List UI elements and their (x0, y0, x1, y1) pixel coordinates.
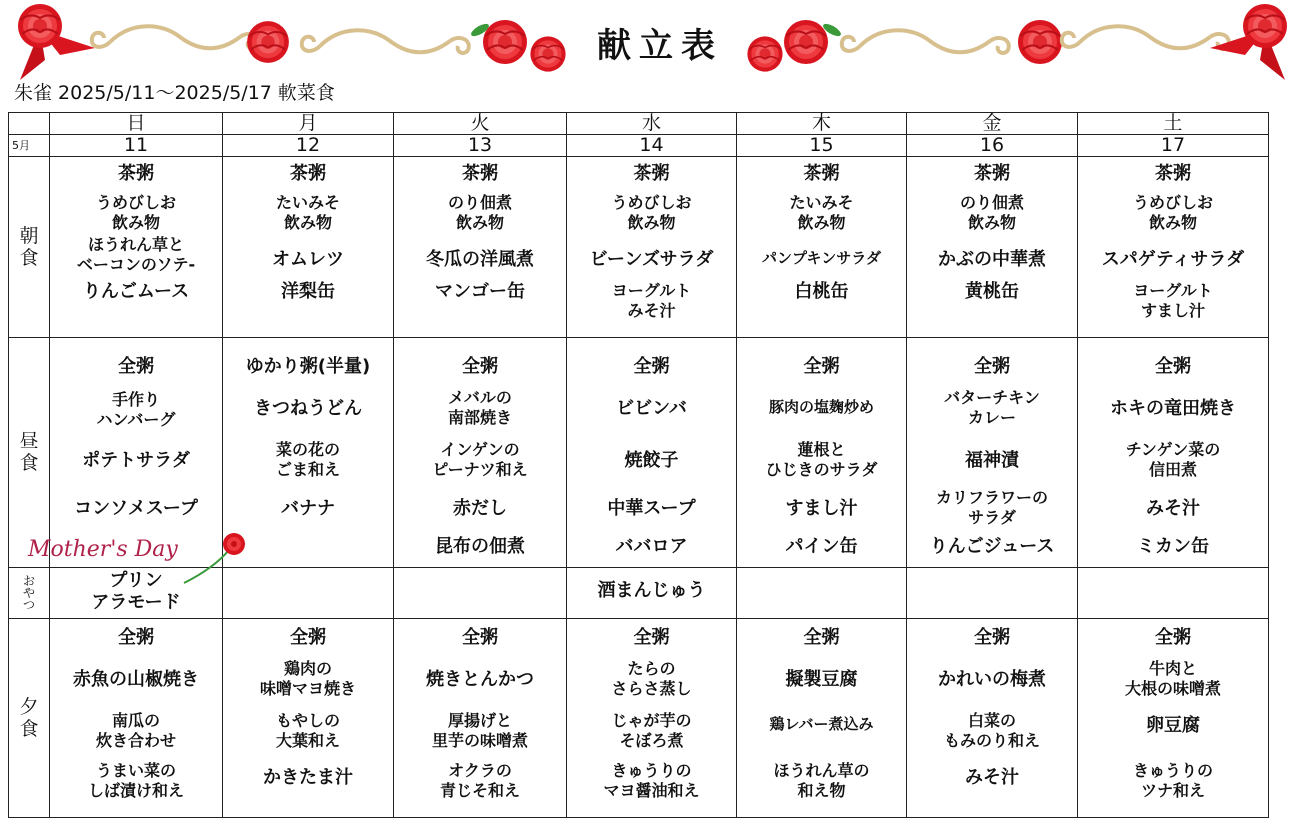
breakfast-menu-item: 茶粥 (118, 163, 154, 185)
dinner-menu-item: 焼きとんかつ (426, 668, 534, 690)
dinner-cell (394, 618, 567, 817)
day-name-row (9, 113, 1269, 135)
breakfast-menu-item: ヨーグルト すまし汁 (1133, 281, 1213, 321)
lunch-label: 昼 食 (9, 338, 50, 567)
lunch-cell (737, 338, 907, 567)
breakfast-cell (737, 157, 907, 338)
lunch-menu-item: 福神漬 (965, 450, 1019, 472)
dinner-cell (50, 618, 223, 817)
breakfast-menu-item: うめびしお 飲み物 (611, 193, 692, 233)
carnation-icon (784, 20, 828, 64)
swirl-icon (1062, 26, 1229, 49)
breakfast-menu-item: オムレツ (272, 249, 344, 271)
snack-cell (737, 567, 907, 618)
dinner-menu-item: 鶏肉の 味噌マヨ焼き (259, 658, 356, 698)
date: 12 (223, 135, 394, 157)
breakfast-menu-item: 冬瓜の洋風煮 (426, 249, 534, 271)
dinner-menu-item: みそ汁 (965, 766, 1019, 788)
lunch-menu-item: 豚肉の塩麹炒め (768, 398, 874, 417)
swirl-icon (92, 26, 259, 49)
breakfast-menu-item: パンプキンサラダ (761, 249, 882, 268)
dinner-menu-item: 卵豆腐 (1146, 714, 1200, 736)
breakfast-menu-item: 茶粥 (290, 163, 326, 185)
lunch-menu-item: すまし汁 (785, 498, 858, 520)
lunch-menu-item: ポテトサラダ (82, 450, 190, 472)
dinner-menu-item: かきたま汁 (263, 766, 353, 788)
snack-cell (567, 567, 737, 618)
dinner-menu-item: もやしの 大葉和え (275, 710, 340, 750)
dinner-menu-item: かれいの梅煮 (938, 668, 1046, 690)
day-name: 木 (737, 113, 907, 135)
breakfast-menu-item: 茶粥 (462, 163, 498, 185)
menu-table (8, 112, 1269, 818)
date: 11 (50, 135, 223, 157)
lunch-menu-item: 全粥 (1155, 356, 1191, 378)
breakfast-menu-item: たいみそ 飲み物 (789, 193, 854, 233)
lunch-cell (1078, 338, 1269, 567)
dinner-cell (567, 618, 737, 817)
lunch-menu-item: 全粥 (462, 356, 498, 378)
breakfast-cell (394, 157, 567, 338)
breakfast-menu-item: マンゴー缶 (435, 281, 525, 303)
dinner-cell (907, 618, 1078, 817)
day-name: 月 (223, 113, 394, 135)
dinner-label: 夕 食 (9, 618, 50, 817)
month-label: 5月 (9, 135, 50, 157)
breakfast-menu-item: スパゲティサラダ (1101, 249, 1245, 271)
dinner-menu-item: ほうれん草の 和え物 (773, 760, 870, 800)
dinner-menu-item: うまい菜の しば漬け和え (87, 760, 184, 800)
dinner-cell (1078, 618, 1269, 817)
lunch-menu-item: みそ汁 (1146, 498, 1200, 520)
breakfast-menu-item: たいみそ 飲み物 (275, 193, 340, 233)
lunch-cell (907, 338, 1078, 567)
dinner-menu-item: 厚揚げと 里芋の味噌煮 (431, 710, 528, 750)
snack-menu-item: 酒まんじゅう (597, 579, 706, 601)
corner-cell (9, 113, 50, 135)
lunch-menu-item: バナナ (281, 498, 335, 520)
lunch-menu-item: 全粥 (803, 356, 840, 378)
carnation-icon (1243, 4, 1287, 48)
lunch-menu-item: ホキの竜田焼き (1110, 398, 1236, 420)
dinner-cell (223, 618, 394, 817)
lunch-menu-item: 全粥 (974, 356, 1010, 378)
lunch-menu-item: コンソメスープ (74, 498, 198, 520)
breakfast-menu-item: りんごムース (82, 281, 190, 303)
snack-cell (907, 567, 1078, 618)
dinner-menu-item: きゅうりの マヨ醤油和え (603, 760, 700, 800)
lunch-menu-item: 全粥 (633, 356, 670, 378)
dinner-menu-item: 南瓜の 炊き合わせ (95, 710, 176, 750)
breakfast-menu-item: 白桃缶 (794, 281, 849, 303)
snack-menu-item: プリン アラモード (91, 569, 181, 613)
lunch-menu-item: 昆布の佃煮 (435, 536, 525, 558)
breakfast-cell (50, 157, 223, 338)
day-name: 日 (50, 113, 223, 135)
lunch-menu-item: 全粥 (118, 356, 154, 378)
dinner-menu-item: 擬製豆腐 (785, 668, 858, 690)
lunch-menu-item: チンゲン菜の 信田煮 (1125, 440, 1221, 480)
breakfast-menu-item: うめびしお 飲み物 (1132, 193, 1213, 233)
breakfast-menu-item: 茶粥 (803, 163, 840, 185)
day-name: 水 (567, 113, 737, 135)
breakfast-menu-item: 茶粥 (633, 163, 670, 185)
dinner-menu-item: 鶏レバー煮込み (769, 714, 874, 733)
breakfast-cell (567, 157, 737, 338)
date: 15 (737, 135, 907, 157)
snack-label: お や つ (9, 567, 50, 618)
breakfast-cell (223, 157, 394, 338)
dinner-menu-item: たらの さらさ蒸し (611, 658, 692, 698)
carnation-icon (247, 21, 289, 63)
snack-cell (1078, 567, 1269, 618)
page-title: 献立表 (597, 26, 723, 66)
carnation-icon (483, 20, 527, 64)
carnation-icon (1018, 20, 1062, 64)
dinner-menu-item: 全粥 (118, 626, 154, 648)
breakfast-menu-item: かぶの中華煮 (938, 249, 1046, 271)
lunch-menu-item: ビビンバ (616, 398, 687, 420)
breakfast-menu-item: 茶粥 (974, 163, 1010, 185)
lunch-menu-item: 蓮根と ひじきのサラダ (765, 440, 878, 480)
lunch-menu-item: バターチキン カレー (944, 388, 1040, 428)
day-name: 金 (907, 113, 1078, 135)
dinner-row (9, 618, 1269, 817)
lunch-menu-item: りんごジュース (929, 536, 1055, 558)
lunch-menu-item: インゲンの ピーナツ和え (432, 440, 528, 480)
breakfast-menu-item: 黄桃缶 (965, 281, 1019, 303)
dinner-menu-item: きゅうりの ツナ和え (1132, 760, 1213, 800)
breakfast-menu-item: のり佃煮 飲み物 (447, 193, 512, 233)
dinner-menu-item: オクラの 青じそ和え (439, 760, 520, 800)
day-name: 土 (1078, 113, 1269, 135)
date: 14 (567, 135, 737, 157)
lunch-menu-item: カリフラワーの サラダ (935, 488, 1048, 528)
breakfast-menu-item: うめびしお 飲み物 (95, 193, 176, 233)
breakfast-label: 朝 食 (9, 157, 50, 338)
dinner-menu-item: 全粥 (633, 626, 670, 648)
date: 17 (1078, 135, 1269, 157)
lunch-cell (567, 338, 737, 567)
dinner-menu-item: 牛肉と 大根の味噌煮 (1124, 658, 1221, 698)
carnation-icon (223, 533, 245, 555)
lunch-menu-item: 焼餃子 (624, 450, 679, 472)
date: 16 (907, 135, 1078, 157)
menu-period-subtitle: 朱雀 2025/5/11〜2025/5/17 軟菜食 (14, 82, 335, 104)
breakfast-menu-item: ビーンズサラダ (589, 249, 714, 271)
lunch-menu-item: 赤だし (453, 498, 507, 520)
breakfast-menu-item: ほうれん草と ベーコンのソテ- (76, 235, 196, 275)
breakfast-menu-item: ヨーグルト みそ汁 (611, 281, 692, 321)
day-name: 火 (394, 113, 567, 135)
dinner-menu-item: 白菜の もみのり和え (943, 710, 1040, 750)
lunch-menu-item: メバルの 南部焼き (447, 388, 512, 428)
lunch-menu-item: 菜の花の ごま和え (275, 440, 340, 480)
breakfast-cell (1078, 157, 1269, 338)
dinner-menu-item: 全粥 (1155, 626, 1191, 648)
lunch-menu-item: 手作り ハンバーグ (96, 390, 176, 430)
breakfast-cell (907, 157, 1078, 338)
dinner-menu-item: 全粥 (462, 626, 498, 648)
dinner-menu-item: 全粥 (974, 626, 1010, 648)
date-row (9, 135, 1269, 157)
breakfast-menu-item: のり佃煮 飲み物 (959, 193, 1024, 233)
dinner-menu-item: 全粥 (290, 626, 326, 648)
mothers-day-decoration (24, 528, 264, 588)
breakfast-menu-item: 茶粥 (1155, 163, 1191, 185)
dinner-cell (737, 618, 907, 817)
dinner-menu-item: 全粥 (803, 626, 840, 648)
snack-cell (394, 567, 567, 618)
lunch-menu-item: ミカン缶 (1137, 536, 1209, 558)
lunch-menu-item: パイン缶 (785, 536, 858, 558)
breakfast-menu-item: 洋梨缶 (281, 281, 335, 303)
lunch-menu-item: 中華スープ (607, 498, 696, 520)
breakfast-row (9, 157, 1269, 338)
lunch-cell (394, 338, 567, 567)
carnation-icon (18, 4, 62, 48)
lunch-menu-item: ババロア (615, 536, 688, 558)
lunch-menu-item: きつねうどん (254, 398, 362, 420)
lunch-menu-item: ゆかり粥(半量) (245, 356, 371, 378)
swirl-icon (842, 30, 1009, 53)
dinner-menu-item: じゃが芋の そぼろ煮 (611, 710, 692, 750)
dinner-menu-item: 赤魚の山椒焼き (73, 668, 199, 690)
swirl-icon (302, 30, 469, 53)
date: 13 (394, 135, 567, 157)
mothers-day-text: Mother's Day (28, 537, 178, 562)
